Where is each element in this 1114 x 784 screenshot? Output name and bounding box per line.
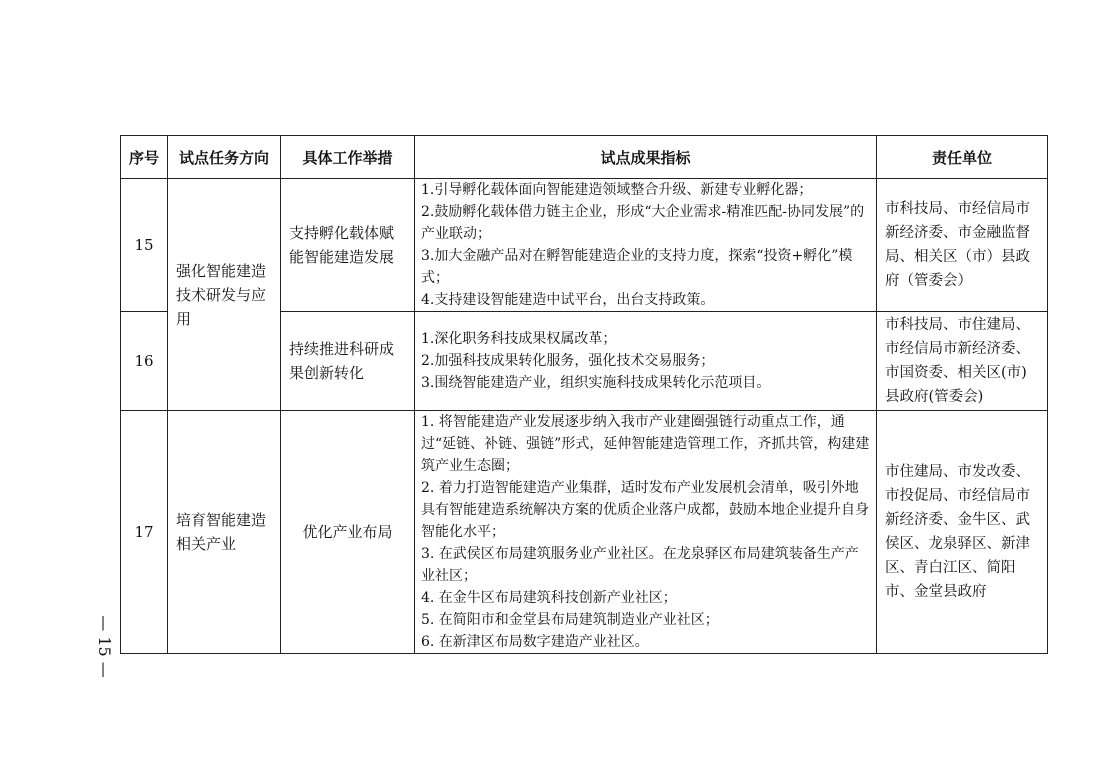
page-number <box>92 606 116 686</box>
header-indicators: 试点成果指标 <box>415 136 877 179</box>
indicator-item: 1.引导孵化载体面向智能建造领域整合升级、新建专业孵化器； <box>421 182 813 198</box>
responsible-unit-cell: 市科技局、市住建局、市经信局市新经济委、市国资委、相关区(市)县政府(管委会) <box>877 312 1048 411</box>
indicator-item: 5. 在简阳市和金堂县布局建筑制造业产业社区； <box>421 612 719 628</box>
indicators-cell <box>415 179 877 312</box>
responsible-unit-cell: 市科技局、市经信局市新经济委、市金融监督局、相关区（市）县政府（管委会） <box>877 179 1048 312</box>
indicator-item: 2. 着力打造智能建造产业集群，适时发布产业发展机会清单，吸引外地具有智能建造系统解决方案的优质企业落户成都，鼓励本地企业提升自身智能化水平； <box>421 480 869 540</box>
responsible-unit-cell: 市住建局、市发改委、市投促局、市经信局市新经济委、金牛区、武侯区、龙泉驿区、新津区、青白江区、简阳市、金堂县政府 <box>877 411 1048 654</box>
indicator-item: 3.围绕智能建造产业，组织实施科技成果转化示范项目。 <box>421 375 771 391</box>
indicator-item: 3.加大金融产品对在孵智能建造企业的支持力度，探索“投资+孵化”模式； <box>421 248 853 286</box>
indicator-item: 4.支持建设智能建造中试平台，出台支持政策。 <box>421 292 715 308</box>
row-number: 15 <box>121 179 168 312</box>
header-serial: 序号 <box>121 136 168 179</box>
measure-cell: 优化产业布局 <box>281 411 415 654</box>
indicator-item: 1.深化职务科技成果权属改革； <box>421 331 617 347</box>
table-header-row <box>121 136 1048 179</box>
task-table-container <box>120 135 1047 654</box>
measure-cell: 支持孵化载体赋能智能建造发展 <box>281 179 415 312</box>
table-row <box>121 179 1048 312</box>
indicator-item: 2.鼓励孵化载体借力链主企业，形成“大企业需求-精准匹配-协同发展”的产业联动； <box>421 204 865 242</box>
task-direction-cell: 培育智能建造相关产业 <box>168 411 281 654</box>
table-row <box>121 411 1048 654</box>
task-direction-cell: 强化智能建造技术研发与应用 <box>168 179 281 411</box>
indicator-item: 3. 在武侯区布局建筑服务业产业社区。在龙泉驿区布局建筑装备生产产业社区； <box>421 546 859 584</box>
indicator-item: 4. 在金牛区布局建筑科技创新产业社区； <box>421 590 677 606</box>
measure-cell: 持续推进科研成果创新转化 <box>281 312 415 411</box>
header-unit: 责任单位 <box>877 136 1048 179</box>
indicator-item: 6. 在新津区布局数字建造产业社区。 <box>421 634 649 650</box>
header-measure: 具体工作举措 <box>281 136 415 179</box>
indicators-cell <box>415 312 877 411</box>
row-number: 17 <box>121 411 168 654</box>
indicator-item: 2.加强科技成果转化服务，强化技术交易服务； <box>421 353 715 369</box>
task-table <box>120 135 1048 654</box>
indicators-cell <box>415 411 877 654</box>
row-number: 16 <box>121 312 168 411</box>
header-direction: 试点任务方向 <box>168 136 281 179</box>
indicator-item: 1. 将智能建造产业发展逐步纳入我市产业建圈强链行动重点工作，通过“延链、补链、强链”形式，延伸智能建造管理工作，齐抓共管，构建建筑产业生态圈； <box>421 414 870 474</box>
page-number-text: — 15 — <box>94 614 114 678</box>
